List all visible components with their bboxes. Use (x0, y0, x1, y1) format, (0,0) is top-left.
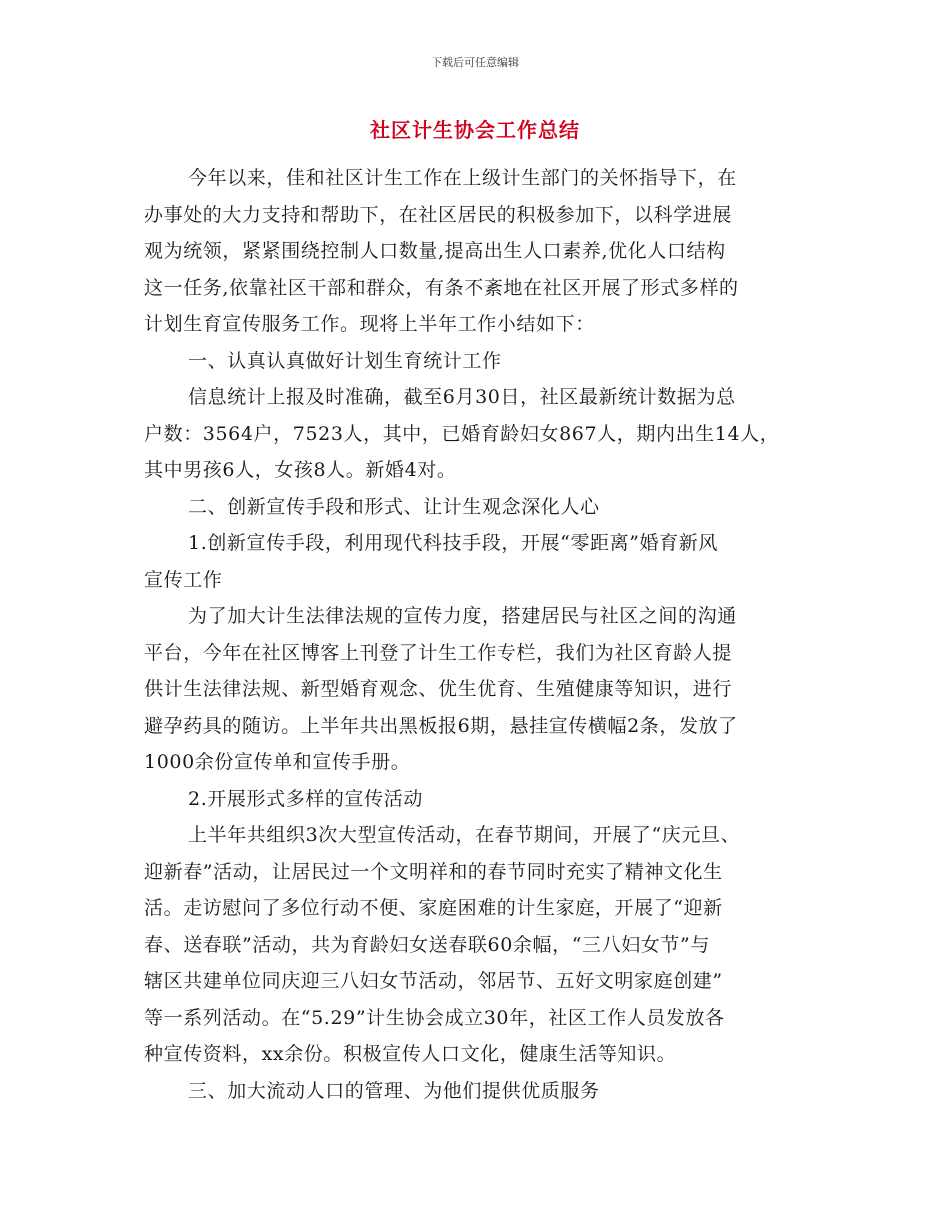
text-line: 其中男孩6人，女孩8人。新婚4对。 (144, 459, 457, 481)
document-body (144, 160, 810, 1109)
text-line: 为了加大计生法律法规的宣传力度，搭建居民与社区之间的沟通 (188, 605, 737, 627)
text-line: 三、加大流动人口的管理、为他们提供优质服务 (188, 1079, 600, 1102)
text-line: 今年以来，佳和社区计生工作在上级计生部门的关怀指导下，在 (188, 167, 737, 189)
text-line: 避孕药具的随访。上半年共出黑板报6期，悬挂宣传横幅2条，发放了 (144, 714, 738, 737)
header-note: 下载后可任意编辑 (431, 56, 519, 69)
text-line: 这一任务,依靠社区干部和群众，有条不紊地在社区开展了形式多样的 (144, 276, 739, 299)
text-line: 1.创新宣传手段，利用现代科技手段，开展“零距离”婚育新风 (188, 532, 718, 554)
text-line: 迎新春”活动，让居民过一个文明祥和的春节同时充实了精神文化生 (144, 860, 723, 883)
text-line: 活。走访慰问了多位行动不便、家庭困难的计生家庭，开展了“迎新 (144, 897, 723, 919)
text-line: 二、创新宣传手段和形式、让计生观念深化人心 (188, 495, 600, 518)
document-title: 社区计生协会工作总结 (370, 118, 580, 142)
text-line: 1000余份宣传单和宣传手册。 (144, 751, 411, 773)
text-line: 户数：3564户，7523人，其中，已婚育龄妇女867人，期内出生14人， (144, 422, 780, 445)
text-line: 平台，今年在社区博客上刊登了计生工作专栏，我们为社区育龄人提 (144, 641, 733, 664)
text-line: 2.开展形式多样的宣传活动 (188, 787, 423, 810)
text-line: 供计生法律法规、新型婚育观念、优生优育、生殖健康等知识，进行 (144, 678, 733, 700)
text-line: 计划生育宣传服务工作。现将上半年工作小结如下： (144, 313, 595, 335)
text-line: 信息统计上报及时准确，截至6月30日，社区最新统计数据为总 (188, 386, 736, 408)
text-line: 春、送春联”活动，共为育龄妇女送春联60余幅，“三八妇女节”与 (144, 933, 710, 956)
text-line: 宣传工作 (144, 568, 223, 591)
text-line: 辖区共建单位同庆迎三八妇女节活动，邻居节、五好文明家庭创建” (144, 970, 723, 992)
text-line: 观为统领，紧紧围绕控制人口数量,提高出生人口素养,优化人口结构 (144, 240, 726, 262)
text-line: 上半年共组织3次大型宣传活动，在春节期间，开展了“庆元旦、 (188, 824, 741, 846)
text-line: 一、认真认真做好计划生育统计工作 (188, 349, 502, 372)
text-line: 种宣传资料，xx余份。积极宣传人口文化，健康生活等知识。 (144, 1043, 677, 1065)
text-line: 办事处的大力支持和帮助下，在社区居民的积极参加下，以科学进展 (144, 203, 733, 226)
text-line: 等一系列活动。在“5.29”计生协会成立30年，社区工作人员发放各 (144, 1006, 725, 1029)
